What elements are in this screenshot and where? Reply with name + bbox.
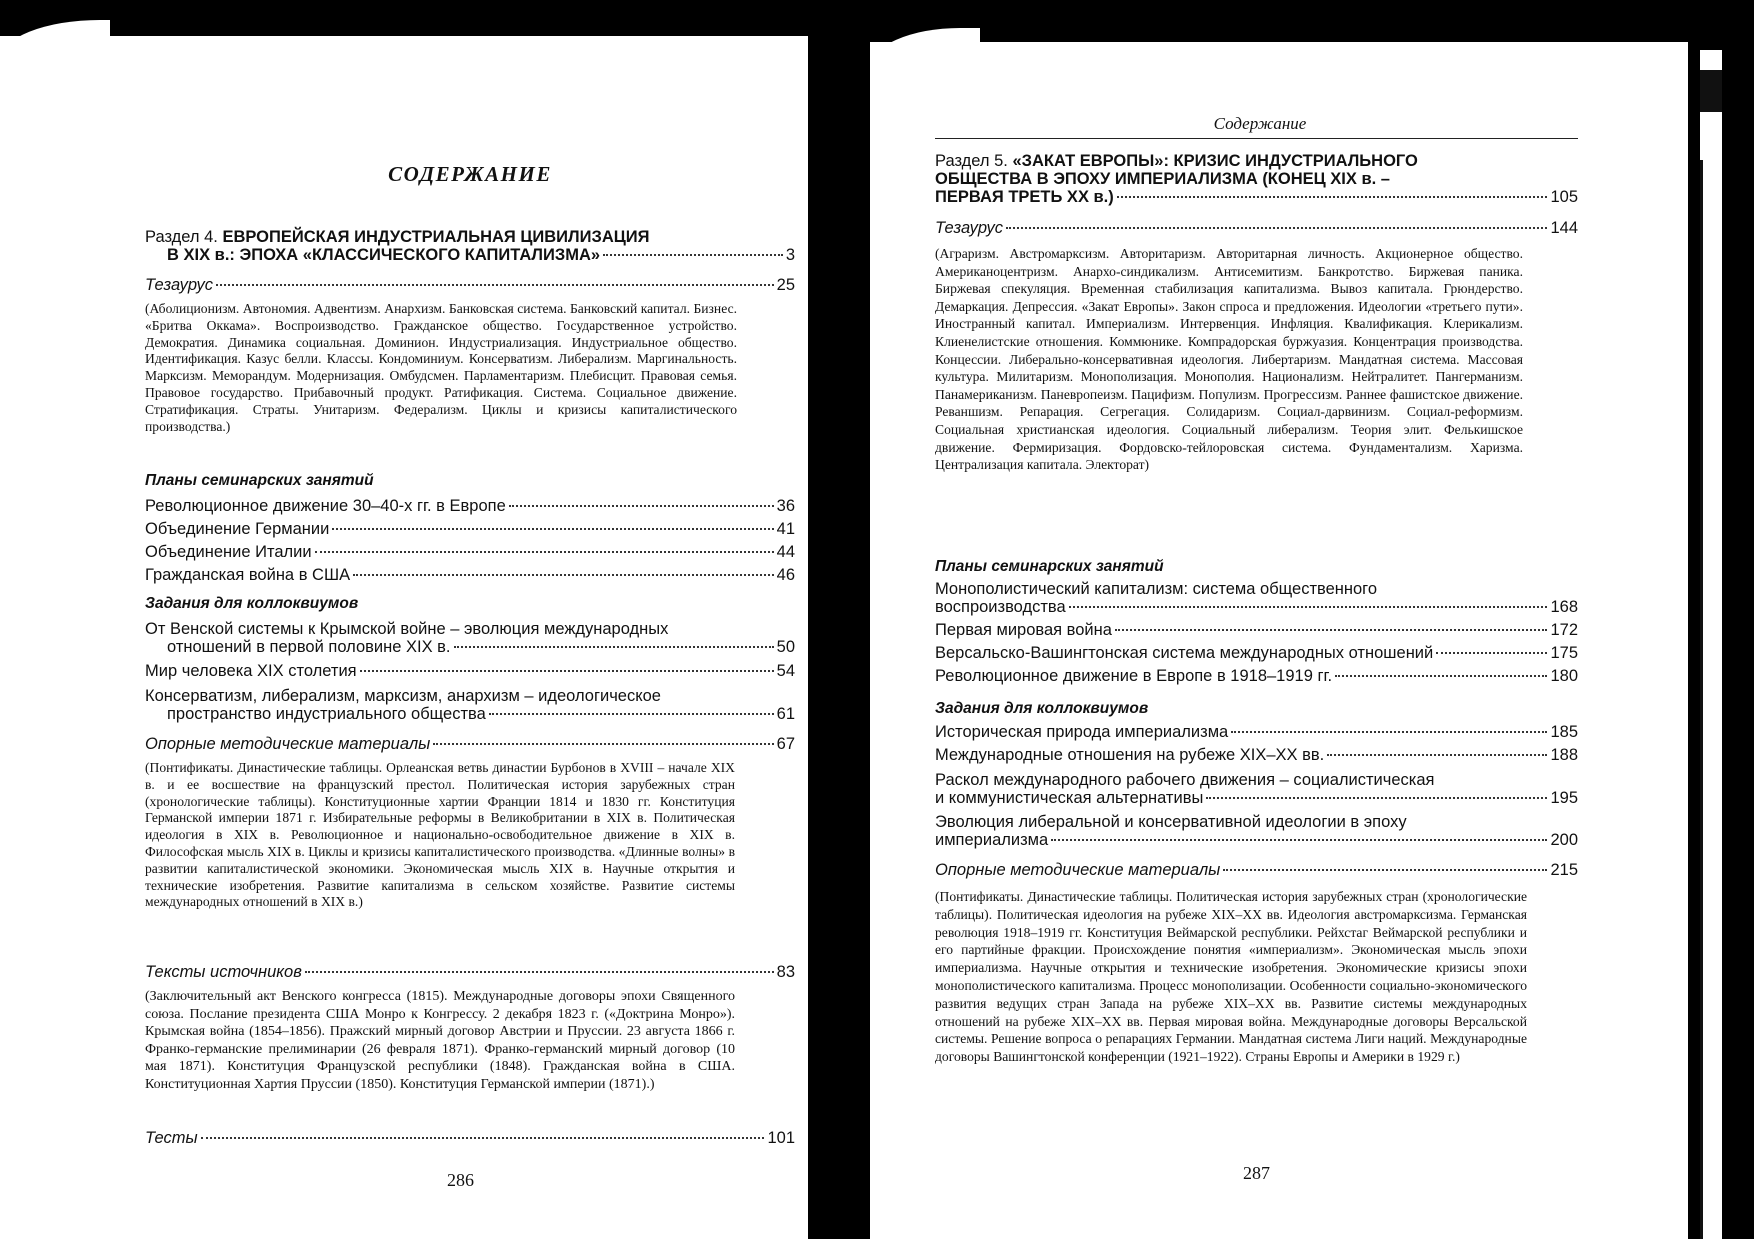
toc-entry[interactable]: Объединение Германии 41	[145, 520, 795, 538]
methods-entry[interactable]: Опорные методические материалы 67	[145, 735, 795, 753]
toc-entry[interactable]: Революционное движение в Европе в 1918–1919 гг. 180	[935, 667, 1578, 685]
toc-entry[interactable]: Историческая природа империализма 185	[935, 723, 1578, 741]
contents-title: СОДЕРЖАНИЕ	[388, 162, 552, 186]
running-header: Содержание	[1213, 114, 1307, 133]
page-number: 287	[1243, 1163, 1270, 1183]
methods-text: (Понтификаты. Династические таблицы. Политическая история зарубежных стран (хронологические таблицы). Политическая идеология на рубеже XIX–XX вв. Идеология австромарксизма. Германская революция 1918–1919 гг. Конституция Веймарской республики. Рейхстаг Веймарской республики и его партийные фракции. Происхождение понятия «империализм». Экономическая мысль эпохи империализма. Научные открытия и технические изобретения. Экономические кризисы эпохи монополистического капитализма. Процесс монополизации. Особенности социально-экономического развития ведущих стран Запада на рубеже XIX–XX вв. Развитие системы международных отношений на рубеже XIX–XX вв. Первая мировая война. Международные договоры Версальской системы. Решение вопроса о репарациях Германии. Мандатная система Лиги наций. Международные договоры Вашингтонской конференции (1921–1922). Страны Европы и Америки в 1929 г.)	[935, 889, 1527, 1065]
toc-entry[interactable]: Гражданская война в США 46	[145, 566, 795, 584]
seminars-heading: Планы семинарских занятий	[935, 558, 1164, 575]
thesaurus-entry[interactable]: Тезаурус 144	[935, 219, 1578, 237]
toc-entry[interactable]: Мир человека XIX столетия 54	[145, 662, 795, 680]
toc-entry[interactable]: отношений в первой половине XIX в. 50	[167, 638, 795, 656]
methods-text: (Понтификаты. Династические таблицы. Орлеанская ветвь династии Бурбонов в XVIII – начале XIX в. и ее восшествие на французский престол. Политическая история зарубежных стран (хронологические таблицы). Конституционные хартии Франции 1814 и 1830 гг. Конституция Германской империи 1871 г. Избирательные реформы в Великобритании в XIX в. Политическая идеология в XIX в. Революционное и национально-освободительное движение в XIX в. Философская мысль XIX в. Циклы и кризисы капиталистического производства. «Длинные волны» в развитии капиталистической экономики. Экономическая мысль XIX в. Научные открытия и технические изобретения. Развитие капитализма в сельском хозяйстве. Развитие системы международных отношений в XIX в.)	[145, 760, 735, 910]
section-5-entry[interactable]: ПЕРВАЯ ТРЕТЬ XX в.) 105	[935, 188, 1578, 206]
book-gutter	[808, 0, 870, 1239]
toc-entry-line[interactable]: Эволюция либеральной и консервативной идеологии в эпоху	[935, 813, 1407, 831]
colloquia-heading: Задания для коллоквиумов	[145, 595, 359, 612]
seminars-heading: Планы семинарских занятий	[145, 472, 374, 489]
sources-text: (Заключительный акт Венского конгресса (1815). Международные договоры эпохи Священного союза. Послание президента США Монро к Конгрессу. 2 декабря 1823 г. («Доктрина Монро»). Крымская война (1854–1856). Пражский мирный договор Австрии и Пруссии. 23 августа 1866 г. Франко-германские прелиминарии (26 февраля 1871). Франко-германский мирный договор (10 мая 1871). Конституция Французской республики (1848). Гражданская война в США. Конституционная Хартия Пруссии (1850). Конституция Германской империи (1871).)	[145, 989, 735, 1092]
toc-entry[interactable]: Объединение Италии 44	[145, 543, 795, 561]
toc-entry[interactable]: Первая мировая война 172	[935, 621, 1578, 639]
toc-entry[interactable]: Революционное движение 30–40-х гг. в Европе 36	[145, 497, 795, 515]
thesaurus-text: (Аболиционизм. Автономия. Адвентизм. Анархизм. Банковская система. Банковский капитал. Бизнес. «Бритва Оккама». Воспроизводство. Гражданское общество. Государственное устройство. Демократия. Динамика социальная. Доминион. Индустриализация. Индустриальное общество. Идентификация. Казус белли. Классы. Кондоминиум. Консерватизм. Либерализм. Маргинальность. Марксизм. Меморандум. Модернизация. Омбудсмен. Парламентаризм. Плебисцит. Правовая семья. Правовое государство. Прибавочный продукт. Ратификация. Система. Социальное движение. Стратификация. Страты. Унитаризм. Федерализм. Циклы и кризисы капиталистического производства.)	[145, 301, 737, 434]
section-4-heading[interactable]: Раздел 4. ЕВРОПЕЙСКАЯ ИНДУСТРИАЛЬНАЯ ЦИВИЛИЗАЦИЯ	[145, 228, 650, 246]
toc-entry[interactable]: воспроизводства 168	[935, 598, 1578, 616]
section-5-heading[interactable]: Раздел 5. «ЗАКАТ ЕВРОПЫ»: КРИЗИС ИНДУСТРИАЛЬНОГО ОБЩЕСТВА В ЭПОХУ ИМПЕРИАЛИЗМА (КОНЕЦ XIX в. –	[935, 152, 1418, 188]
page-number: 286	[447, 1170, 474, 1190]
tests-entry[interactable]: Тесты 101	[145, 1129, 795, 1147]
toc-entry[interactable]: Версальско-Вашингтонская система международных отношений 175	[935, 644, 1578, 662]
toc-entry[interactable]: империализма 200	[935, 831, 1578, 849]
thesaurus-entry[interactable]: Тезаурус 25	[145, 276, 795, 294]
methods-entry[interactable]: Опорные методические материалы 215	[935, 861, 1578, 879]
toc-entry[interactable]: и коммунистическая альтернативы 195	[935, 789, 1578, 807]
toc-entry[interactable]: Международные отношения на рубеже XIX–XX вв. 188	[935, 746, 1578, 764]
section-4-entry[interactable]: В XIX в.: ЭПОХА «КЛАССИЧЕСКОГО КАПИТАЛИЗМА» 3	[167, 246, 795, 264]
thesaurus-text: (Аграризм. Австромарксизм. Авторитаризм. Авторитарная личность. Акционерное общество. Американоцентризм. Анархо-синдикализм. Антисемитизм. Банкротство. Биржевая паника. Биржевая спекуляция. Временная стабилизация капитализма. Вывоз капитала. Грюндерство. Демаркация. Депрессия. «Закат Европы». Закон спроса и предложения. Идеологии «третьего пути». Иностранный капитал. Империализм. Интервенция. Инфляция. Квалификация. Клерикализм. Клиенелистские отношения. Коммюнике. Компрадорская буржуазия. Концентрация производства. Концессии. Либерально-консервативная идеология. Либертаризм. Мандатная система. Массовая культура. Милитаризм. Монополизация. Монополия. Национализм. Нейтралитет. Пангерманизм. Панамериканизм. Паневропеизм. Пацифизм. Популизм. Прогрессизм. Раннее фашистское движение. Реваншизм. Репарация. Сегрегация. Солидаризм. Социал-дарвинизм. Социал-реформизм. Социальная христианская идеология. Социальный либерализм. Теория элит. Фелькишское движение. Фермиризация. Фордовско-тейлоровская система. Фундаментализм. Харизма. Централизация капитала. Электорат)	[935, 246, 1523, 473]
toc-entry-line[interactable]: Раскол международного рабочего движения – социалистическая	[935, 771, 1435, 789]
toc-entry-line[interactable]: От Венской системы к Крымской войне – эволюция международных	[145, 620, 669, 638]
toc-entry-line[interactable]: Консерватизм, либерализм, марксизм, анархизм – идеологическое	[145, 687, 661, 705]
colloquia-heading: Задания для коллоквиумов	[935, 700, 1149, 717]
toc-entry-line[interactable]: Монополистический капитализм: система общественного	[935, 580, 1378, 598]
sources-entry[interactable]: Тексты источников 83	[145, 963, 795, 981]
header-rule	[935, 138, 1578, 139]
page-edge-strip	[1700, 50, 1722, 1239]
toc-entry[interactable]: пространство индустриального общества 61	[167, 705, 795, 723]
